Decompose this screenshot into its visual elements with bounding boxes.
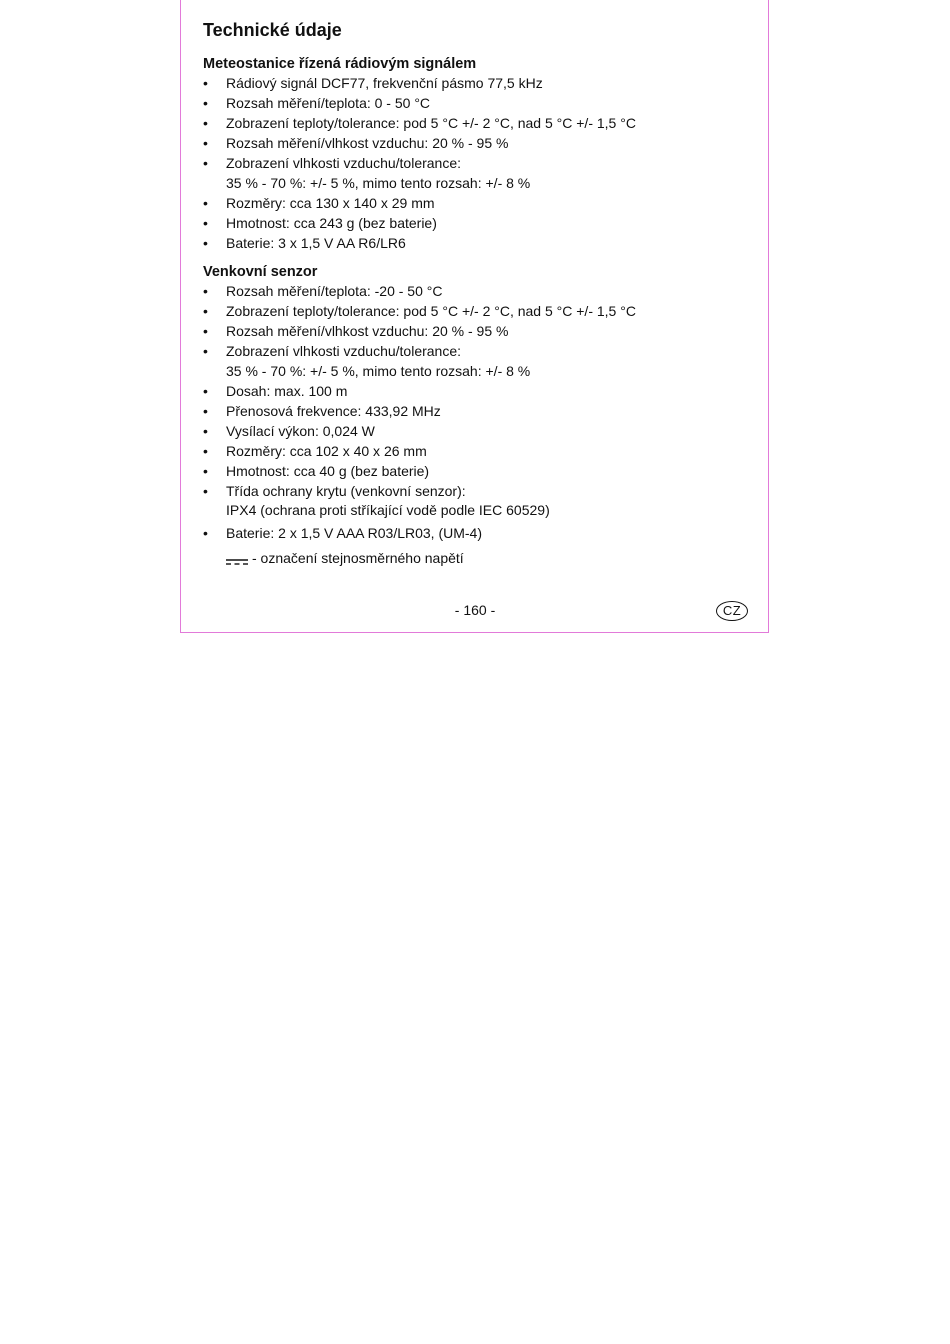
list-item: • Zobrazení vlhkosti vzduchu/tolerance: 35 % - 70 %: +/- 5 %, mimo tento rozsah: +/- 8 % (203, 154, 743, 193)
list-item: • Dosah: max. 100 m (203, 382, 743, 402)
list-item: • Rozsah měření/vlhkost vzduchu: 20 % - 95 % (203, 322, 743, 342)
list-item: • Zobrazení vlhkosti vzduchu/tolerance: 35 % - 70 %: +/- 5 %, mimo tento rozsah: +/- 8 % (203, 342, 743, 381)
document-content (203, 18, 743, 568)
list-item: • Zobrazení teploty/tolerance: pod 5 °C +/- 2 °C, nad 5 °C +/- 1,5 °C (203, 114, 743, 134)
list-item: • Třída ochrany krytu (venkovní senzor): IPX4 (ochrana proti stříkající vodě podle IEC 60529) (203, 482, 743, 521)
list-item: • Rádiový signál DCF77, frekvenční pásmo 77,5 kHz (203, 74, 743, 94)
list-item: • Rozsah měření/teplota: 0 - 50 °C (203, 94, 743, 114)
list-item: • Rozměry: cca 130 x 140 x 29 mm (203, 194, 743, 214)
list-item: • Rozsah měření/vlhkost vzduchu: 20 % - 95 % (203, 134, 743, 154)
list-item: • Hmotnost: cca 40 g (bez baterie) (203, 462, 743, 482)
spec-list (203, 282, 743, 543)
list-item: • Baterie: 3 x 1,5 V AA R6/LR6 (203, 234, 743, 254)
direct-current-symbol-icon (226, 558, 248, 566)
list-item: • Rozsah měření/teplota: -20 - 50 °C (203, 282, 743, 302)
spec-list (203, 74, 743, 253)
list-item: • Vysílací výkon: 0,024 W (203, 422, 743, 442)
list-item: • Přenosová frekvence: 433,92 MHz (203, 402, 743, 422)
section-heading: Meteostanice řízená rádiovým signálem (203, 56, 477, 72)
section-weather-station (203, 54, 743, 253)
list-item: • Baterie: 2 x 1,5 V AAA R03/LR03, (UM-4) (203, 524, 743, 544)
dc-voltage-note (226, 549, 743, 568)
language-badge: CZ (716, 601, 748, 621)
list-item: • Hmotnost: cca 243 g (bez baterie) (203, 214, 743, 234)
page-title: Technické údaje (203, 20, 342, 40)
list-item: • Rozměry: cca 102 x 40 x 26 mm (203, 442, 743, 462)
page-number: - 160 - (454, 602, 496, 618)
list-item: • Zobrazení teploty/tolerance: pod 5 °C +/- 2 °C, nad 5 °C +/- 1,5 °C (203, 302, 743, 322)
section-heading: Venkovní senzor (203, 264, 318, 280)
dc-note-text: - označení stejnosměrného napětí (252, 550, 464, 566)
section-outdoor-sensor (203, 262, 743, 568)
